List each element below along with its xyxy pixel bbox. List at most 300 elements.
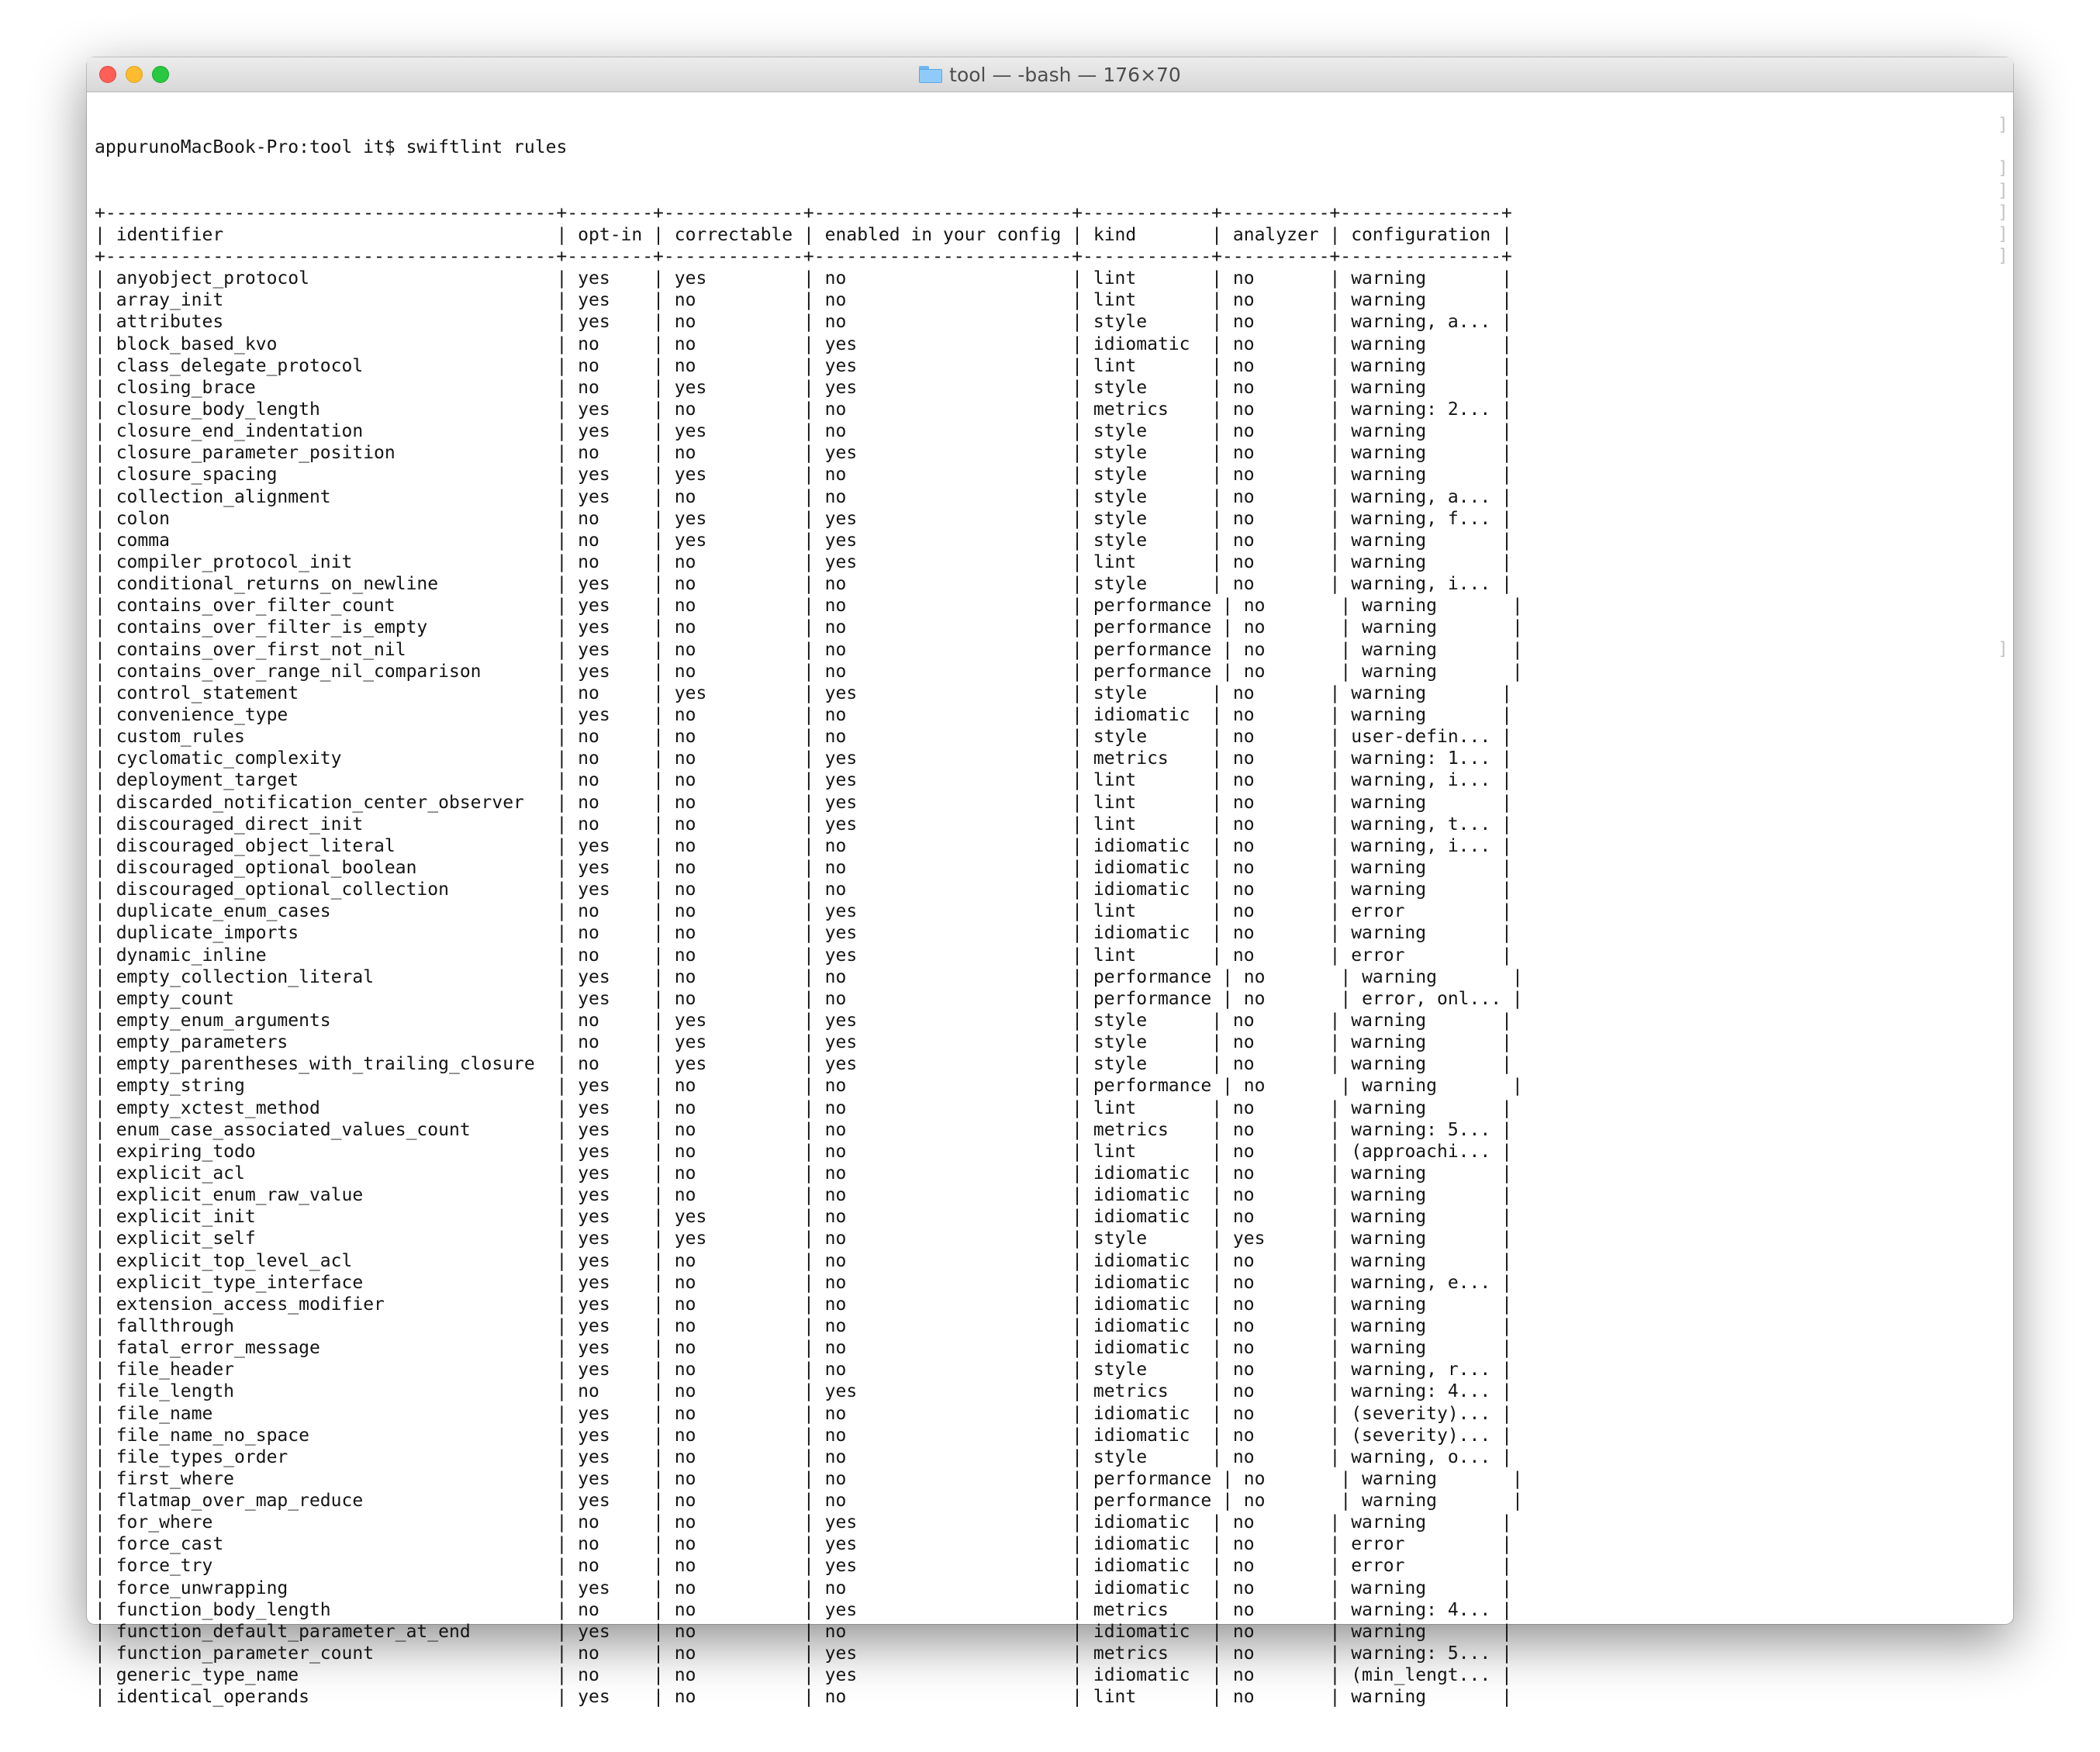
- cell-identifier: fallthrough: [116, 1315, 235, 1336]
- cell-correctable: no: [674, 1468, 696, 1489]
- cell-kind: style: [1093, 1228, 1148, 1249]
- cell-enabled: no: [824, 835, 847, 856]
- table-row: [95, 1533, 2013, 1555]
- table-row: [95, 1141, 2013, 1163]
- cell-analyzer: yes: [1232, 1228, 1266, 1249]
- table-row: [95, 857, 2013, 879]
- cell-analyzer: no: [1232, 1032, 1255, 1053]
- cell-correctable: no: [674, 399, 696, 420]
- cell-border: |: [1426, 530, 1512, 551]
- cell-kind: style: [1093, 508, 1148, 529]
- cell-border: |: [1254, 1032, 1352, 1053]
- cell-border: |: [1265, 966, 1363, 987]
- cell-border: |: [610, 1250, 675, 1271]
- cell-border: |: [1147, 312, 1233, 333]
- cell-border: |: [277, 465, 579, 486]
- cell-border: |: [599, 1643, 675, 1664]
- table-row: [95, 1555, 2013, 1577]
- cell-configuration: warning: 1...: [1351, 748, 1491, 769]
- cell-border: |: [599, 1010, 675, 1031]
- cell-border: |: [1426, 333, 1512, 354]
- cell-border: |: [610, 1360, 675, 1381]
- cell-border: |: [846, 705, 1093, 725]
- cell-border: |: [1254, 508, 1352, 529]
- cell-border: |: [1426, 705, 1512, 725]
- cell-border: |: [696, 705, 825, 725]
- cell-configuration: warning: [1362, 1491, 1438, 1512]
- cell-border: |: [1190, 1577, 1233, 1598]
- table-row: [95, 1577, 2013, 1599]
- cell-identifier: empty_string: [116, 1076, 245, 1097]
- cell-kind: lint: [1093, 901, 1137, 922]
- cell-border: |: [1211, 639, 1244, 660]
- cell-border: |: [599, 1032, 675, 1053]
- cell-correctable: yes: [674, 1207, 707, 1228]
- cell-configuration: warning: [1351, 792, 1427, 813]
- cell-border: |: [846, 1141, 1093, 1162]
- cell-border: |: [1426, 1621, 1512, 1642]
- cell-identifier: closing_brace: [116, 377, 256, 398]
- cell-border: |: [406, 639, 579, 660]
- cell-border: |: [1254, 1621, 1352, 1642]
- cell-enabled: no: [824, 1360, 847, 1381]
- cell-correctable: no: [674, 1250, 696, 1271]
- cell-enabled: no: [824, 1207, 847, 1228]
- cell-analyzer: no: [1243, 966, 1266, 987]
- cell-configuration: warning: [1362, 1076, 1437, 1097]
- cell-correctable: no: [674, 290, 696, 311]
- cell-configuration: warning: [1351, 1512, 1427, 1533]
- cell-border: |: [696, 1556, 825, 1577]
- cell-correctable: yes: [674, 268, 707, 289]
- cell-configuration: configuration: [1351, 224, 1491, 245]
- cell-border: |: [1265, 1228, 1352, 1249]
- cell-opt-in: yes: [578, 1425, 610, 1446]
- cell-opt-in: yes: [578, 1250, 610, 1271]
- cell-enabled: no: [824, 1468, 847, 1489]
- cell-border: |: [1168, 1381, 1233, 1402]
- cell-configuration: (severity)...: [1351, 1403, 1491, 1424]
- table-row: [95, 661, 2013, 682]
- cell-analyzer: no: [1232, 879, 1255, 900]
- cell-border: |: [95, 1491, 116, 1512]
- cell-border: |: [95, 290, 116, 311]
- table-row: [95, 268, 2013, 289]
- cell-enabled: yes: [824, 682, 858, 703]
- cell-kind: idiomatic: [1093, 1556, 1190, 1577]
- cell-kind: metrics: [1093, 748, 1169, 769]
- cell-border: |: [1211, 596, 1244, 617]
- cell-border: |: [95, 508, 116, 529]
- cell-analyzer: no: [1232, 835, 1255, 856]
- cell-border: |: [95, 421, 116, 442]
- cell-correctable: no: [674, 1141, 696, 1162]
- cell-correctable: no: [674, 1119, 696, 1140]
- cell-correctable: no: [674, 1491, 696, 1512]
- cell-border: |: [610, 1207, 675, 1228]
- cell-border: |: [610, 1338, 675, 1359]
- cell-border: |: [1426, 1010, 1512, 1031]
- cell-border: |: [1211, 1076, 1244, 1097]
- cell-opt-in: yes: [578, 988, 610, 1009]
- cell-border: |: [846, 966, 1093, 987]
- cell-border: |: [696, 748, 825, 769]
- cell-border: |: [857, 682, 1093, 703]
- cell-border: |: [95, 1665, 116, 1686]
- cell-border: |: [696, 639, 825, 660]
- cell-border: |: [696, 552, 825, 573]
- cell-border: |: [846, 617, 1093, 638]
- cell-opt-in: no: [578, 1512, 599, 1533]
- cell-border: |: [1490, 1381, 1512, 1402]
- cell-configuration: warning, i...: [1351, 574, 1491, 595]
- cell-border: |: [846, 1687, 1093, 1708]
- cell-border: |: [1254, 1272, 1352, 1293]
- cell-border: |: [1136, 770, 1233, 791]
- cell-kind: idiomatic: [1093, 333, 1190, 354]
- cell-border: |: [610, 617, 675, 638]
- cell-configuration: warning: [1351, 1185, 1427, 1206]
- cell-opt-in: yes: [578, 1687, 610, 1708]
- cell-kind: style: [1093, 530, 1148, 551]
- cell-border: |: [1490, 1119, 1512, 1140]
- cell-kind: idiomatic: [1093, 1403, 1190, 1424]
- cell-enabled: no: [824, 1185, 847, 1206]
- cell-border: |: [95, 1381, 116, 1402]
- cell-border: |: [1490, 312, 1512, 333]
- cell-analyzer: no: [1243, 1468, 1266, 1489]
- cell-border: |: [706, 268, 825, 289]
- cell-identifier: duplicate_enum_cases: [116, 901, 331, 922]
- cell-kind: idiomatic: [1093, 835, 1190, 856]
- cell-border: |: [95, 530, 116, 551]
- cell-border: |: [95, 399, 116, 420]
- cell-correctable: no: [674, 574, 696, 595]
- cell-enabled: no: [824, 1119, 847, 1140]
- table-row: [95, 420, 2013, 442]
- cell-border: |: [846, 661, 1093, 682]
- cell-analyzer: no: [1232, 1360, 1255, 1381]
- cell-border: |: [696, 1687, 825, 1708]
- cell-enabled: yes: [824, 792, 858, 813]
- cell-kind: metrics: [1093, 1599, 1169, 1620]
- cell-analyzer: no: [1232, 333, 1255, 354]
- cell-configuration: warning, i...: [1351, 770, 1491, 791]
- cell-border: |: [1147, 465, 1233, 486]
- cell-correctable: yes: [674, 682, 707, 703]
- cell-border: |: [696, 1381, 825, 1402]
- cell-analyzer: no: [1232, 574, 1255, 595]
- cell-enabled: yes: [824, 1512, 858, 1533]
- cell-border: |: [95, 705, 116, 725]
- cell-enabled: no: [824, 1577, 847, 1598]
- cell-border: |: [244, 1163, 579, 1184]
- cell-analyzer: no: [1232, 355, 1255, 376]
- cell-border: |: [363, 355, 579, 376]
- cell-border: |: [846, 574, 1093, 595]
- cell-border: |: [696, 1294, 825, 1315]
- cell-kind: lint: [1093, 552, 1137, 573]
- cell-border: |: [95, 465, 116, 486]
- cell-analyzer: no: [1232, 1425, 1255, 1446]
- table-row: [95, 1010, 2013, 1032]
- table-row: [95, 442, 2013, 464]
- cell-border: |: [1190, 333, 1233, 354]
- cell-border: |: [1254, 1315, 1352, 1336]
- cell-kind: style: [1093, 465, 1148, 486]
- cell-kind: performance: [1093, 988, 1212, 1009]
- cell-border: |: [95, 574, 116, 595]
- cell-border: |: [95, 1687, 116, 1708]
- cell-identifier: conditional_returns_on_newline: [116, 574, 439, 595]
- cell-border: |: [696, 1665, 825, 1686]
- cell-correctable: no: [674, 814, 696, 835]
- cell-enabled: no: [824, 268, 847, 289]
- cell-configuration: error: [1351, 1556, 1405, 1577]
- cell-border: |: [1490, 1425, 1512, 1446]
- cell-border: |: [95, 1250, 116, 1271]
- cell-analyzer: no: [1232, 1381, 1255, 1402]
- cell-opt-in: no: [578, 1599, 599, 1620]
- cell-border: |: [1254, 945, 1352, 966]
- cell-border: |: [395, 443, 579, 464]
- cell-kind: lint: [1093, 355, 1137, 376]
- cell-kind: metrics: [1093, 1643, 1169, 1664]
- folder-icon: [919, 66, 942, 83]
- cell-border: |: [1426, 857, 1512, 878]
- cell-configuration: warning, a...: [1351, 486, 1491, 507]
- cell-kind: idiomatic: [1093, 1425, 1190, 1446]
- cell-correctable: no: [674, 1185, 696, 1206]
- cell-border: |: [95, 639, 116, 660]
- cell-border: |: [1437, 1468, 1523, 1489]
- cell-opt-in: yes: [578, 857, 610, 878]
- cell-configuration: warning: [1351, 355, 1427, 376]
- cell-analyzer: no: [1232, 1687, 1255, 1708]
- cell-identifier: contains_over_first_not_nil: [116, 639, 406, 660]
- cell-border: |: [706, 421, 825, 442]
- cell-border: |: [1254, 879, 1352, 900]
- cell-kind: idiomatic: [1093, 705, 1190, 725]
- cell-enabled: yes: [824, 1381, 858, 1402]
- cell-configuration: warning: 4...: [1351, 1381, 1491, 1402]
- cell-analyzer: no: [1232, 770, 1255, 791]
- cell-border: |: [234, 1315, 579, 1336]
- cell-border: |: [857, 1534, 1093, 1555]
- cell-opt-in: no: [578, 727, 599, 748]
- cell-identifier: identifier: [116, 224, 224, 245]
- cell-border: |: [1254, 1163, 1352, 1184]
- cell-border: |: [706, 1207, 825, 1228]
- cell-identifier: file_types_order: [116, 1446, 288, 1467]
- cell-correctable: no: [674, 748, 696, 769]
- cell-correctable: no: [674, 1643, 696, 1664]
- table-row: [95, 617, 2013, 638]
- cell-border: |: [706, 1032, 825, 1053]
- table-row: [95, 1664, 2013, 1686]
- cell-border: |: [706, 508, 825, 529]
- cell-identifier: empty_collection_literal: [116, 966, 375, 987]
- cell-border: |: [1426, 1512, 1512, 1533]
- cell-border: |: [1190, 1425, 1233, 1446]
- cell-configuration: warning: [1351, 857, 1427, 878]
- cell-border: |: [330, 1010, 579, 1031]
- cell-kind: idiomatic: [1093, 923, 1190, 944]
- table-row: [95, 289, 2013, 311]
- cell-border: |: [319, 1097, 579, 1118]
- cell-border: |: [1190, 879, 1233, 900]
- cell-border: |: [1190, 1272, 1233, 1293]
- cell-border: |: [384, 1294, 579, 1315]
- cell-identifier: enum_case_associated_values_count: [116, 1119, 471, 1140]
- cell-analyzer: no: [1232, 1294, 1255, 1315]
- cell-configuration: warning: [1351, 1621, 1427, 1642]
- cell-correctable: no: [674, 1512, 696, 1533]
- cell-analyzer: no: [1232, 312, 1255, 333]
- cell-identifier: contains_over_range_nil_comparison: [116, 661, 482, 682]
- cell-identifier: control_statement: [116, 682, 299, 703]
- cell-border: |: [95, 1534, 116, 1555]
- cell-border: |: [1147, 1228, 1233, 1249]
- cell-border: |: [95, 1228, 116, 1249]
- cell-correctable: no: [674, 835, 696, 856]
- cell-border: |: [309, 1425, 579, 1446]
- table-row: [95, 900, 2013, 922]
- cell-enabled: no: [824, 988, 847, 1009]
- title-bar[interactable]: [87, 57, 2013, 92]
- cell-configuration: error, onl...: [1362, 988, 1502, 1009]
- cell-border: |: [319, 399, 579, 420]
- cell-opt-in: no: [578, 1534, 599, 1555]
- cell-border: |: [846, 1338, 1093, 1359]
- cell-configuration: warning: [1351, 1054, 1427, 1075]
- cell-analyzer: no: [1243, 1491, 1266, 1512]
- cell-enabled: yes: [824, 1032, 858, 1053]
- cell-analyzer: no: [1232, 443, 1255, 464]
- cell-identifier: array_init: [116, 290, 224, 311]
- cell-border: |: [95, 333, 116, 354]
- cell-enabled: no: [824, 727, 847, 748]
- cell-border: |: [481, 661, 579, 682]
- cell-border: |: [696, 1577, 825, 1598]
- cell-border: |: [610, 1163, 675, 1184]
- cell-analyzer: no: [1232, 923, 1255, 944]
- table-row: [95, 399, 2013, 420]
- cell-border: |: [1190, 1534, 1233, 1555]
- cell-kind: style: [1093, 1010, 1148, 1031]
- cell-border: |: [95, 443, 116, 464]
- cell-border: |: [696, 1534, 825, 1555]
- cell-opt-in: yes: [578, 966, 610, 987]
- cell-border: |: [793, 224, 825, 245]
- cell-opt-in: no: [578, 1010, 599, 1031]
- cell-correctable: no: [674, 1621, 696, 1642]
- cell-border: |: [1426, 377, 1512, 398]
- cell-border: |: [846, 596, 1093, 617]
- cell-opt-in: no: [578, 814, 599, 835]
- cell-correctable: no: [674, 552, 696, 573]
- cell-analyzer: no: [1232, 1010, 1255, 1031]
- cell-border: |: [95, 1294, 116, 1315]
- cell-border: |: [1490, 835, 1512, 856]
- cell-border: |: [374, 1643, 579, 1664]
- table-row: [95, 1686, 2013, 1708]
- cell-border: |: [1254, 1185, 1352, 1206]
- cell-opt-in: no: [578, 682, 599, 703]
- cell-enabled: no: [824, 1315, 847, 1336]
- cell-opt-in: yes: [578, 1360, 610, 1381]
- cell-enabled: no: [824, 421, 847, 442]
- cell-border: |: [299, 1665, 579, 1686]
- cell-kind: idiomatic: [1093, 1185, 1190, 1206]
- cell-border: |: [1254, 835, 1352, 856]
- cell-border: |: [95, 377, 116, 398]
- cell-enabled: no: [824, 1141, 847, 1162]
- cell-border: |: [1426, 1687, 1512, 1708]
- cell-identifier: explicit_top_level_acl: [116, 1250, 353, 1271]
- cell-enabled: yes: [824, 355, 858, 376]
- cell-border: |: [857, 552, 1093, 573]
- cell-border: |: [857, 355, 1093, 376]
- cell-correctable: no: [674, 1272, 696, 1293]
- cell-border: |: [642, 224, 675, 245]
- cell-identifier: explicit_init: [116, 1207, 256, 1228]
- cell-border: |: [395, 596, 579, 617]
- cell-configuration: warning: [1362, 1468, 1437, 1489]
- table-row: [95, 1097, 2013, 1119]
- cell-border: |: [1147, 443, 1233, 464]
- cell-border: |: [1490, 1643, 1512, 1664]
- cell-border: |: [1136, 1097, 1233, 1118]
- cell-border: |: [1404, 1534, 1512, 1555]
- cell-correctable: no: [674, 1556, 696, 1577]
- cell-border: |: [223, 1534, 579, 1555]
- cell-enabled: no: [824, 312, 847, 333]
- cell-border: |: [696, 1425, 825, 1446]
- cell-identifier: closure_spacing: [116, 465, 278, 486]
- cell-border: |: [95, 1446, 116, 1467]
- cell-border: |: [95, 879, 116, 900]
- cell-analyzer: no: [1232, 682, 1255, 703]
- cell-enabled: no: [824, 1294, 847, 1315]
- cell-analyzer: no: [1232, 857, 1255, 878]
- cell-border: |: [857, 770, 1093, 791]
- cell-border: |: [95, 1621, 116, 1642]
- cell-border: |: [95, 727, 116, 748]
- cell-border: |: [846, 421, 1093, 442]
- cell-enabled: no: [824, 1163, 847, 1184]
- cell-border: |: [846, 1491, 1093, 1512]
- cell-kind: idiomatic: [1093, 1272, 1190, 1293]
- cell-configuration: warning: [1351, 682, 1427, 703]
- cell-border: |: [1254, 312, 1352, 333]
- cell-correctable: no: [674, 1097, 696, 1118]
- cell-correctable: no: [674, 617, 696, 638]
- cell-identifier: duplicate_imports: [116, 923, 299, 944]
- cell-enabled: yes: [824, 443, 858, 464]
- cell-border: |: [95, 1141, 116, 1162]
- terminal-output[interactable]: [95, 93, 2013, 1708]
- cell-border: |: [696, 1097, 825, 1118]
- cell-border: |: [610, 312, 675, 333]
- cell-identifier: force_try: [116, 1556, 213, 1577]
- cell-border: |: [846, 879, 1093, 900]
- cell-opt-in: no: [578, 770, 599, 791]
- cell-border: |: [1426, 1315, 1512, 1336]
- cell-border: |: [1211, 1491, 1244, 1512]
- cell-border: |: [1190, 1338, 1233, 1359]
- cell-border: |: [599, 770, 675, 791]
